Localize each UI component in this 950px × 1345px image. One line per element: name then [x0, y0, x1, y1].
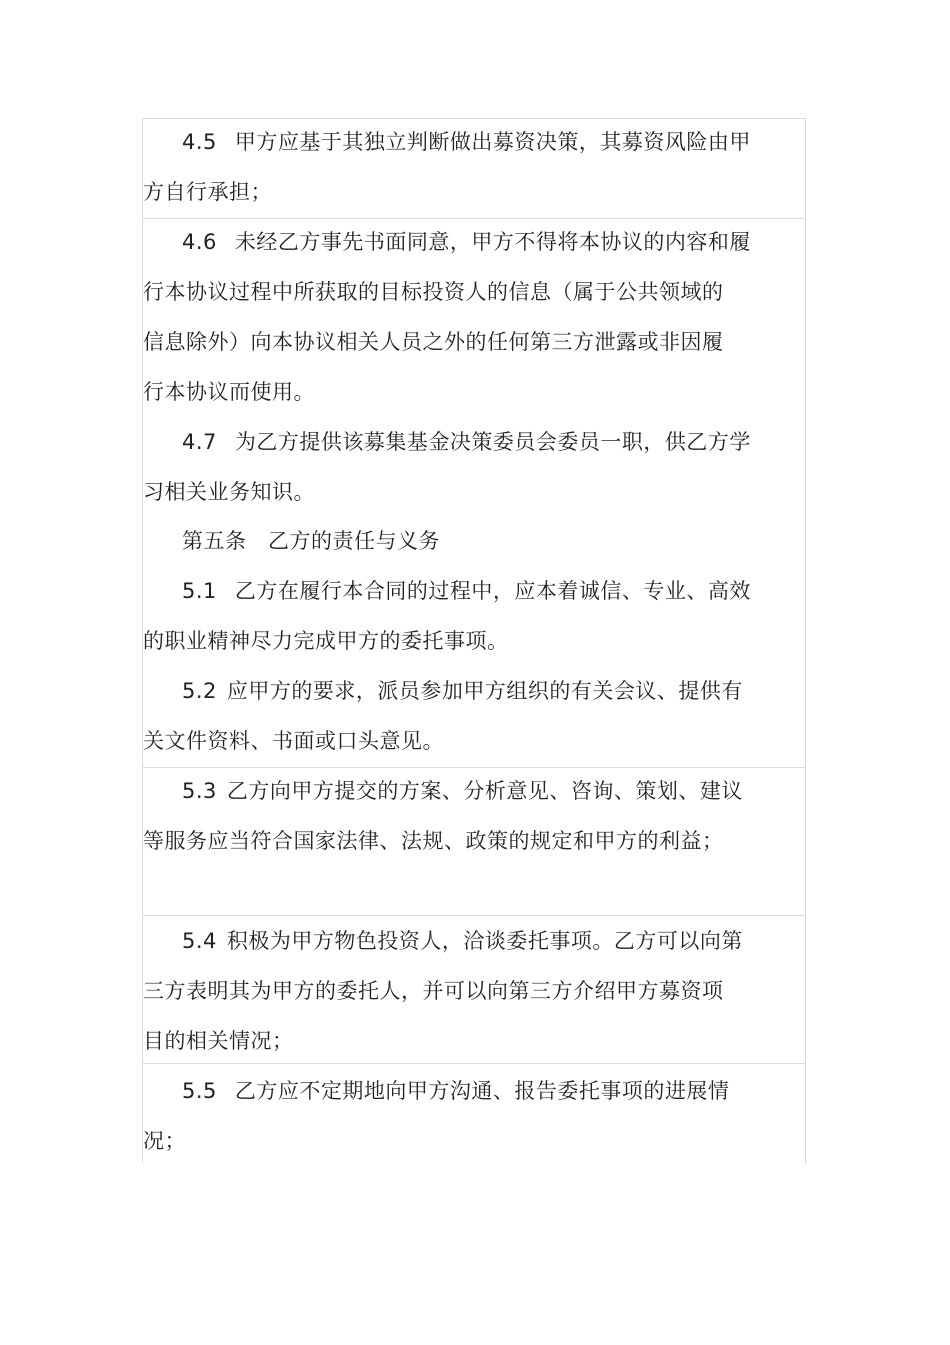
clause-text-line: 行本协议过程中所获取的目标投资人的信息（属于公共领域的: [143, 280, 724, 304]
clause-text: 乙方应不定期地向甲方沟通、报告委托事项的进展情: [234, 1079, 730, 1103]
clause-text-line: 行本协议而使用。: [143, 380, 315, 404]
row-divider: [142, 1063, 806, 1064]
clause-5-1: [182, 576, 751, 606]
clause-text: 乙方在履行本合同的过程中，应本着诚信、专业、高效: [234, 579, 751, 603]
clause-number: 4.6: [182, 230, 217, 254]
row-divider: [142, 915, 806, 916]
clause-text-line: 目的相关情况；: [143, 1029, 294, 1053]
clause-number: 5.2: [182, 679, 217, 703]
row-divider: [142, 767, 806, 768]
clause-number: 5.1: [182, 579, 217, 603]
clause-4-6: [182, 227, 751, 257]
clause-number: 5.5: [182, 1079, 217, 1103]
clause-text-line: 习相关业务知识。: [143, 480, 315, 504]
clause-text: 应甲方的要求，派员参加甲方组织的有关会议、提供有: [226, 679, 743, 703]
article-heading: 第五条 乙方的责任与义务: [182, 529, 441, 553]
clause-text: 积极为甲方物色投资人，洽谈委托事项。乙方可以向第: [226, 929, 743, 953]
clause-number: 4.5: [182, 130, 217, 154]
clause-4-7: [182, 427, 751, 457]
clause-text-line: 三方表明其为甲方的委托人，并可以向第三方介绍甲方募资项: [143, 979, 724, 1003]
clause-text-line: 等服务应当符合国家法律、法规、政策的规定和甲方的利益；: [143, 829, 724, 853]
clause-text-line: 关文件资料、书面或口头意见。: [143, 729, 444, 753]
clause-text-line: 的职业精神尽力完成甲方的委托事项。: [143, 629, 509, 653]
clause-5-4: [182, 926, 743, 956]
row-divider: [142, 218, 806, 219]
clause-number: 5.4: [182, 929, 217, 953]
row-divider: [142, 118, 806, 119]
clause-5-2: [182, 676, 743, 706]
clause-text: 未经乙方事先书面同意，甲方不得将本协议的内容和履: [234, 230, 751, 254]
clause-text-line: 方自行承担；: [143, 180, 272, 204]
clause-number: 4.7: [182, 430, 217, 454]
clause-text: 为乙方提供该募集基金决策委员会委员一职，供乙方学: [234, 430, 751, 454]
clause-text-line: 况；: [143, 1129, 186, 1153]
clause-4-5: [182, 127, 751, 157]
clause-text-line: 信息除外）向本协议相关人员之外的任何第三方泄露或非因履: [143, 330, 724, 354]
clause-5-5: [182, 1076, 729, 1106]
clause-text: 甲方应基于其独立判断做出募资决策，其募资风险由甲: [234, 130, 751, 154]
clause-5-3: [182, 776, 743, 806]
clause-text: 乙方向甲方提交的方案、分析意见、咨询、策划、建议: [226, 779, 743, 803]
clause-number: 5.3: [182, 779, 217, 803]
